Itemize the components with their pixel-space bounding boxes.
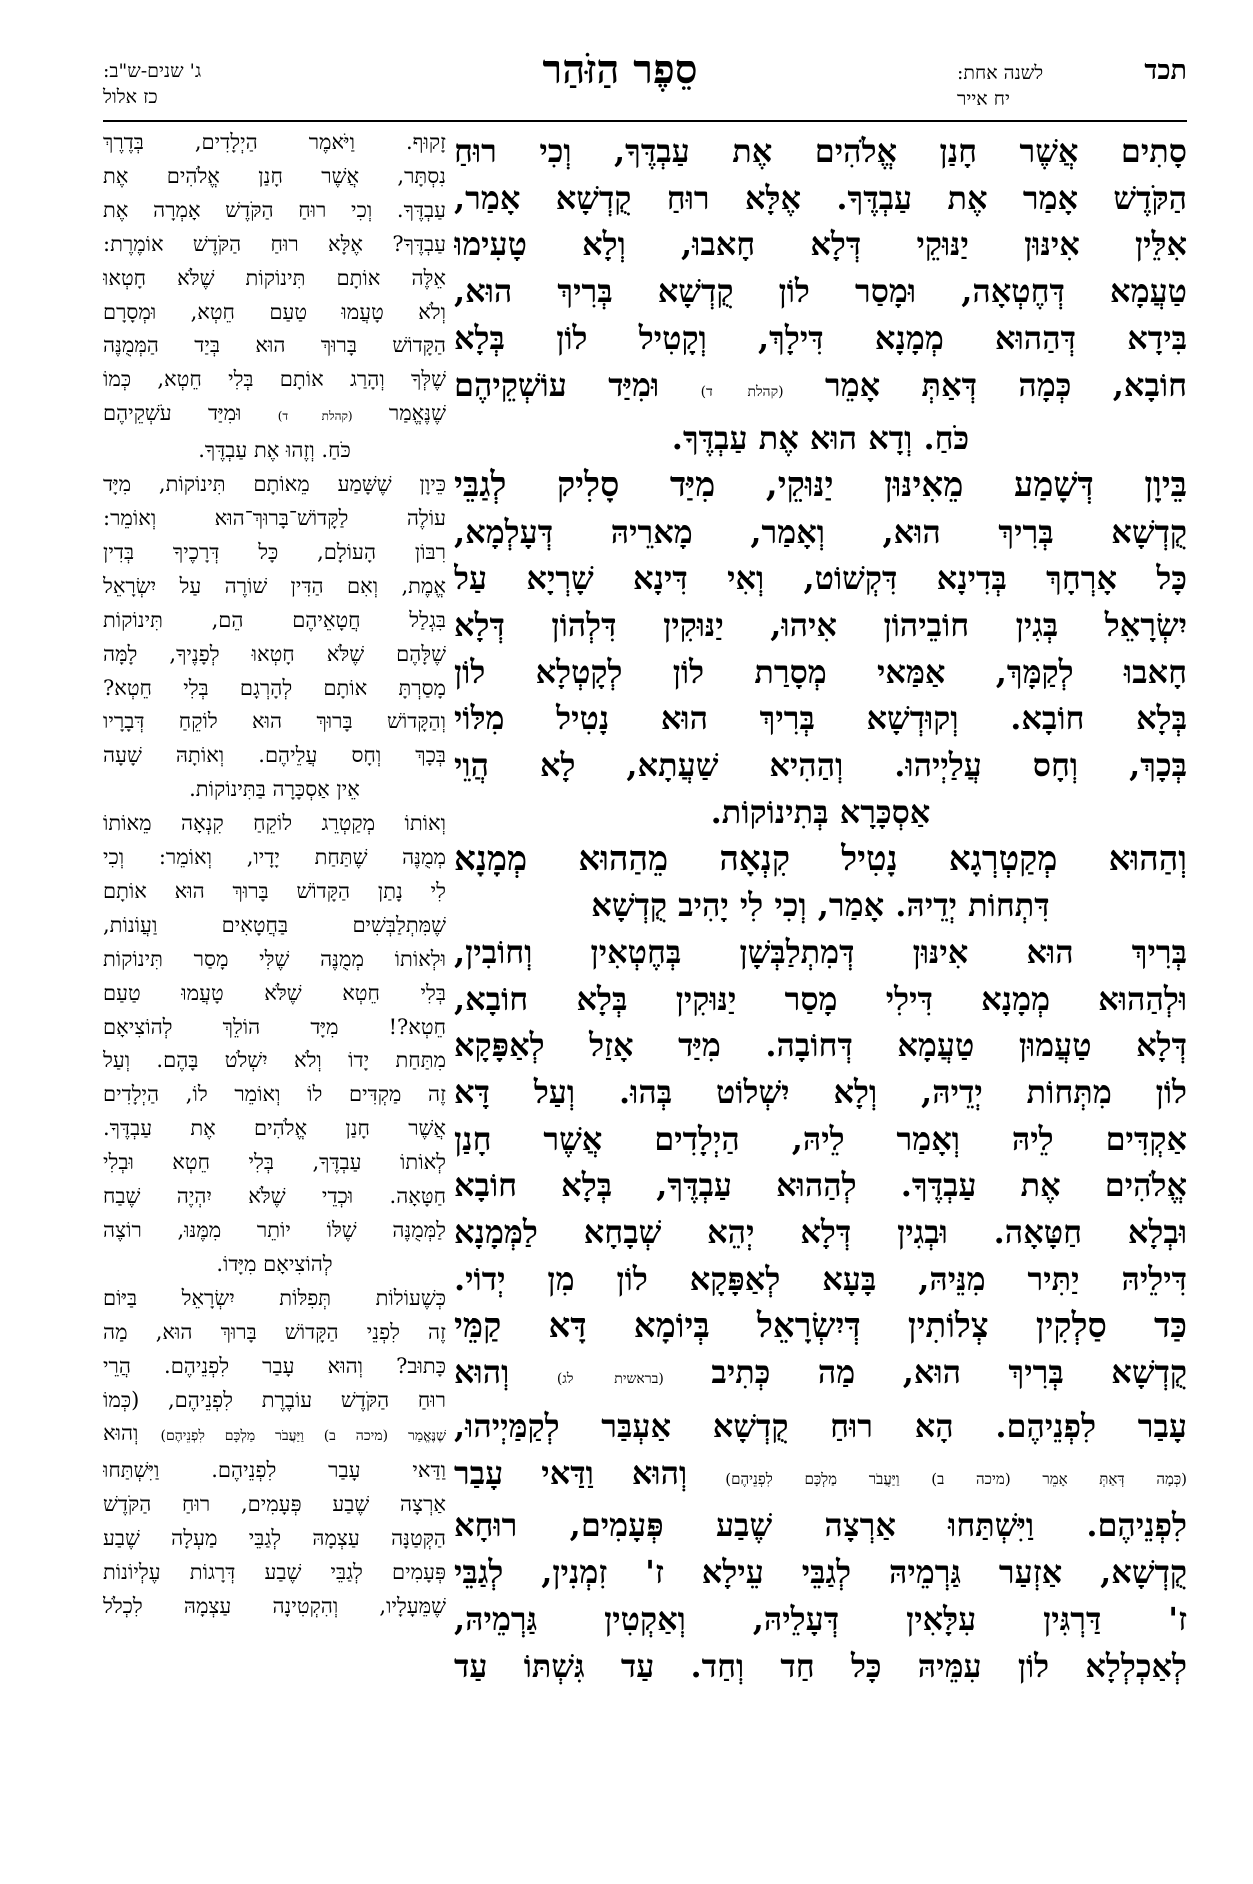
translation-line: זֶה מַקְדִּים לוֹ וְאוֹמֵר לוֹ, הַיְלָדִים: [103, 1082, 446, 1107]
aramaic-line: [454, 1349, 1187, 1403]
aramaic-line: לְאַכְלְלָא לוֹן עִמֵּיהּ כָּל חַד וְחַד. עַד גִּשְׁתּוֹ עַד: [454, 1646, 1187, 1685]
line-text: וְהוּא: [103, 1421, 139, 1446]
translation-line: וְלֹא טָעֲמוּ טַעַם חֵטְא, וּמְסָרָם: [103, 299, 446, 324]
line-text: וְהוּא: [454, 1353, 510, 1392]
translation-line: מְמֻנֶּה שֶׁתַּחַת יָדָיו, וְאוֹמֵר: וְכִי: [103, 845, 446, 870]
translation-line: חַטָּאָה. וּכְדֵי שֶׁלֹּא יִהְיֶה שֶׁבַח: [103, 1184, 446, 1209]
translation-line: כְּשֶׁעוֹלוֹת תְּפִלּוֹת יִשְׂרָאֵל בַּיּוֹם: [103, 1285, 446, 1310]
aramaic-line: דְּלָא טַעֲמוּן טַעֲמָא דְּחוֹבָה. מִיַּד אָזַל לְאַפָּקָא: [454, 1026, 1187, 1065]
translation-line: מִתַּחַת יָדוֹ וְלֹא יִשְׁלֹט בָּהֶם. וְעַל: [103, 1048, 446, 1073]
source-reference: (בראשית לג): [556, 1371, 664, 1388]
aramaic-line: דִּתְחוֹת יְדֵיהּ. אָמַר, וְכִי לִי יָהִיב קֻדְשָׁא: [591, 886, 1050, 925]
aramaic-line: בִּידָא דְּהַהוּא מְמָנָא דִּילָךְ, וְקָטִיל לוֹן בְּלָא: [454, 318, 1187, 357]
translation-line: אֱמֶת, וְאִם הַדִּין שׁוֹרֶה עַל יִשְׂרָאֵל: [103, 573, 446, 598]
translation-line: וְאוֹתוֹ מְקַטְרֵג לוֹקֵחַ קִנְאָה מֵאוֹתוֹ: [103, 811, 446, 836]
aramaic-line: וּלְהַהוּא מְמָנָא דִּילִי מָסַר יַנּוּקִין בְּלָא חוֹבָא,: [454, 979, 1187, 1018]
translation-line: לִי נָתַן הַקָּדוֹשׁ בָּרוּךְ הוּא אוֹתָם: [103, 878, 446, 903]
translation-line: [103, 397, 446, 434]
aramaic-line: קֻדְשָׁא בְּרִיךְ הוּא, וְאָמַר, מָארֵיהּ דְּעָלְמָא,: [454, 512, 1187, 551]
page-header-right: [957, 55, 1187, 112]
translation-line: חֵטְא?! מִיָּד הוֹלֵךְ לְהוֹצִיאָם: [103, 1014, 446, 1039]
line-text: וּמִיַּד עוֹשְׁקֵיהֶם: [454, 365, 660, 404]
aramaic-line: כַּד סַלְקִין צְלוֹתִין דְּיִשְׂרָאֵל בְּיוֹמָא דָּא קַמֵּי: [454, 1305, 1187, 1346]
page-number: תכד: [1144, 55, 1187, 86]
translation-line: וַדַּאי עָבַר לִפְנֵיהֶם. וַיִּשְׁתַּחוּ: [103, 1458, 446, 1483]
aramaic-line: הַקֹּדֶשׁ אָמַר אֶת עַבְדֶּךָ. אֶלָּא רוּחַ קֻדְשָׁא אָמַר,: [454, 178, 1187, 217]
translation-line: זָקוּף. וַיֹּאמֶר הַיְלָדִים, בְּדֶרֶךְ: [103, 130, 446, 154]
translation-line: עוֹלֶה לַקָּדוֹשׁ־בָּרוּךְ־הוּא וְאוֹמֵר:: [103, 505, 446, 530]
translation-line: בִּגְלַל חֲטָאֵיהֶם הֵם, תִּינוֹקוֹת: [103, 607, 446, 632]
translation-line: לַמְּמֻנֶּה שֶׁלּוֹ יוֹתֵר מִמֶּנּוּ, רוֹצֶה: [103, 1218, 446, 1242]
source-reference: (קהלת ד): [700, 383, 784, 400]
translation-line: בְּלִי חֵטְא שֶׁלֹּא טָעֲמוּ טַעַם: [103, 980, 446, 1005]
aramaic-line: בְּרִיךְ הוּא אִינּוּן דְּמִתְלַבְּשָׁן בְּחֶטְאִין וְחוֹבִין,: [454, 932, 1187, 971]
translation-line: וְהַקָּדוֹשׁ בָּרוּךְ הוּא לוֹקֵחַ דְּבָרָיו: [103, 709, 446, 734]
line-text: קֻדְשָׁא בְּרִיךְ הוּא, מַה כְּתִיב: [711, 1353, 1187, 1392]
translation-line: פְּעָמִים לְגַבֵּי שֶׁבַע דְּרָגוֹת עֶלְיוֹנוֹת: [103, 1560, 446, 1585]
page-header-left: [103, 58, 253, 110]
translation-line: כֹּחַ. וְזֶהוּ אֶת עַבְדֶּךָ.: [198, 438, 351, 463]
aramaic-line: דִּילֵיהּ יַתִּיר מִנֵּיהּ, בָּעָא לְאַפָּקָא לוֹן מִן יְדוֹי.: [454, 1259, 1187, 1298]
aramaic-line: אֱלֹהִים אֶת עַבְדֶּךָ. לְהַהוּא עַבְדֶּךָ, בְּלָא חוֹבָא: [454, 1166, 1187, 1205]
translation-line: שֶׁמִּתְלַבְּשִׁים בַּחֲטָאִים וַעֲוֹנוֹת,: [103, 912, 446, 937]
translation-line: [103, 1417, 446, 1454]
reading-schedule-three-years: ג' שנים-ש"ב:: [103, 60, 202, 82]
translation-line: עַבְדֶּךָ. וְכִי רוּחַ הַקֹּדֶשׁ אָמְרָה אֶת: [103, 197, 446, 222]
translation-line: עַבְדֶּךָ? אֶלָּא רוּחַ הַקֹּדֶשׁ אוֹמֶרֶת:: [103, 231, 446, 256]
reading-date-one-year: יח אייר: [957, 88, 1010, 110]
aramaic-line: בְּכָךְ, וְחָס עֲלַיְיהוּ. וְהַהִיא שַׁעֲתָא, לָא הֲוֵי: [454, 746, 1187, 785]
line-text: חוֹבָא, כְּמָה דְּאַתְּ אָמֵר: [824, 365, 1187, 404]
translation-line: הַקְּטַנָּה עַצְמָהּ לְגַבֵּי מַעְלָה שֶׁבַע: [103, 1526, 446, 1551]
translation-line: שֶׁמֵּעָלָיו, וְהִקְטִינָה עַצְמָהּ לִכְלֹל: [103, 1593, 446, 1618]
aramaic-line: כָּל אָרְחָךְ בְּדִינָא דִּקְשׁוֹט, וְאִי דִּינָא שָׁרְיָא עַל: [454, 559, 1187, 598]
aramaic-line: בֵּיוָן דְּשָׁמַע מֵאִינּוּן יַנּוּקֵי, מִיַּד סָלִיק לְגַבֵּי: [454, 464, 1187, 505]
translation-line: רוּחַ הַקֹּדֶשׁ עוֹבֶרֶת לִפְנֵיהֶם, (כְּמוֹ: [103, 1387, 446, 1412]
translation-line: מָסַרְתָּ אוֹתָם לְהָרְגָם בְּלִי חֵטְא?: [103, 675, 446, 700]
header-divider: [103, 120, 1187, 122]
translation-line: שֶׁלְּךָ וְהָרַג אוֹתָם בְּלִי חֵטְא, כְּמוֹ: [103, 367, 446, 392]
translation-line: כָּתוּב? וְהוּא עָבַר לִפְנֵיהֶם. הֲרֵי: [103, 1353, 446, 1378]
translation-line: נִסְתָּר, אֲשֶׁר חָנַן אֱלֹהִים אֶת: [103, 163, 446, 188]
translation-line: שֶׁלָּהֶם שֶׁלֹּא חָטְאוּ לְפָנֶיךָ, לָמָּה: [103, 641, 446, 666]
translation-line: רִבּוֹן הָעוֹלָם, כָּל דְּרָכֶיךָ בְּדִין: [103, 539, 446, 564]
aramaic-line: עָבַר לִפְנֵיהֶם. הָא רוּחַ קֻדְשָׁא אַעְבַּר לְקַמַּיְיהוּ,: [454, 1406, 1187, 1445]
aramaic-line: ז' דַּרְגִּין עִלָּאִין דְּעָלֵיהּ, וְאַקְטִין גַּרְמֵיהּ,: [454, 1599, 1187, 1638]
translation-line: אֵין אַסְכָּרָה בַּתִּינוֹקוֹת.: [189, 777, 360, 802]
aramaic-line: [454, 362, 1187, 416]
translation-line: בְּכָךְ וְחָס עֲלֵיהֶם. וְאוֹתָהּ שָׁעָה: [103, 743, 446, 768]
aramaic-line: לוֹן מִתְּחוֹת יְדֵיהּ, וְלָא יִשְׁלוֹט בְּהוּ. וְעַל דָּא: [454, 1073, 1187, 1112]
aramaic-line: לִפְנֵיהֶם. וַיִּשְׁתַּחוּ אַרְצָה שֶׁבַע פְּעָמִים, רוּחָא: [454, 1506, 1187, 1545]
translation-line: אֵלֶּה אוֹתָם תִּינוֹקוֹת שֶׁלֹּא חָטְאוּ: [103, 265, 446, 290]
hebrew-translation-column: [103, 126, 446, 1624]
aramaic-line: יִשְׂרָאֵל בְּגִין חוֹבֵיהוֹן אִיהוּ, יַנּוּקִין דִּלְהוֹן דְּלָא: [454, 606, 1187, 645]
inline-citation-text: שֶׁנֶּאֱמַר (מיכה ב) וַיַּעֲבֹר מַלְכָּם לִפְנֵיהֶם): [160, 1428, 446, 1445]
aramaic-line: [454, 1450, 1187, 1503]
aramaic-line: אַקְדִּים לֵיהּ וְאָמַר לֵיהּ, הַיְלָדִים אֲשֶׁר חָנַן: [454, 1119, 1187, 1158]
aramaic-line: אַסְכָּרָא בְּתִינוֹקוֹת.: [710, 792, 931, 831]
translation-line: לְהוֹצִיאָם מִיָּדוֹ.: [216, 1251, 333, 1276]
translation-line: אֲשֶׁר חָנַן אֱלֹהִים אֶת עַבְדֶּךָ.: [103, 1116, 446, 1141]
line-text: וּמִיַּד עֹשְׁקֵיהֶם: [103, 401, 242, 426]
aramaic-line: קֻדְשָׁא, אַזְעַר גַּרְמֵיהּ לְגַבֵּי עֵילָא ז' זִמְנִין, לְגַבֵּי: [454, 1553, 1187, 1592]
reading-date-three-years: כז אלול: [103, 86, 158, 108]
aramaic-line: וּבְלָא חַטָּאָה. וּבְגִין דְּלָא יְהֵא שְׁבָחָא לַמְּמָנָא: [454, 1213, 1187, 1252]
line-text: וְהוּא וַדַּאי עָבַר: [454, 1453, 688, 1492]
aramaic-line: כֹּחַ. וְדָא הוּא אֶת עַבְדֶּךָ.: [671, 419, 970, 458]
inline-citation-text: (כְּמָה דְּאַתְּ אָמֵר (מיכה ב) וַיַּעֲבֹר מַלְכָּם לִפְנֵיהֶם): [725, 1469, 1187, 1488]
aramaic-main-column: [454, 128, 1187, 1689]
book-title: סֵפֶר הַזֹּהַר: [542, 46, 698, 93]
translation-line: אַרְצָה שֶׁבַע פְּעָמִים, רוּחַ הַקֹּדֶשׁ: [103, 1492, 446, 1517]
translation-line: הַקָּדוֹשׁ בָּרוּךְ הוּא בְּיַד הַמְּמֻנֶּה: [103, 333, 446, 358]
translation-line: זֶה לִפְנֵי הַקָּדוֹשׁ בָּרוּךְ הוּא, מַה: [103, 1319, 446, 1344]
source-reference: (קהלת ד): [277, 409, 353, 424]
translation-line: כֵּיוָן שֶׁשָּׁמַע מֵאוֹתָם תִּינוֹקוֹת, מִיָּד: [103, 472, 446, 497]
aramaic-line: סָתִים אֲשֶׁר חָנַן אֱלֹהִים אֶת עַבְדֶּךָ, וְכִי רוּחַ: [454, 132, 1187, 170]
aramaic-line: וְהַהוּא מְקַטְרְגָא נָטִיל קִנְאָה מֵהַהוּא מְמָנָא: [454, 838, 1187, 879]
aramaic-line: אִלֵּין אִינּוּן יַנּוּקֵי דְּלָא חָאבוּ, וְלָא טָעִימוּ: [454, 225, 1187, 264]
line-text: שֶׁנֶּאֱמַר: [388, 401, 446, 426]
translation-line: וּלְאוֹתוֹ מְמֻנֶּה שֶׁלִּי מָסַר תִּינוֹקוֹת: [103, 946, 446, 971]
reading-schedule-one-year: לשנה אחת:: [957, 62, 1044, 84]
aramaic-line: טַעֲמָא דְּחֶטְאָה, וּמָסַר לוֹן קֻדְשָׁא בְּרִיךְ הוּא,: [454, 272, 1187, 311]
aramaic-line: חָאבוּ לְקַמָּךְ, אַמַּאי מְסָרַת לוֹן לְקָטְלָא לוֹן: [454, 652, 1187, 691]
translation-line: לְאוֹתוֹ עַבְדֶּךָ, בְּלִי חֵטְא וּבְלִי: [103, 1150, 446, 1175]
aramaic-line: בְּלָא חוֹבָא. וְקוּדְשָׁא בְּרִיךְ הוּא נָטִיל מִלּוֹי: [454, 699, 1187, 738]
